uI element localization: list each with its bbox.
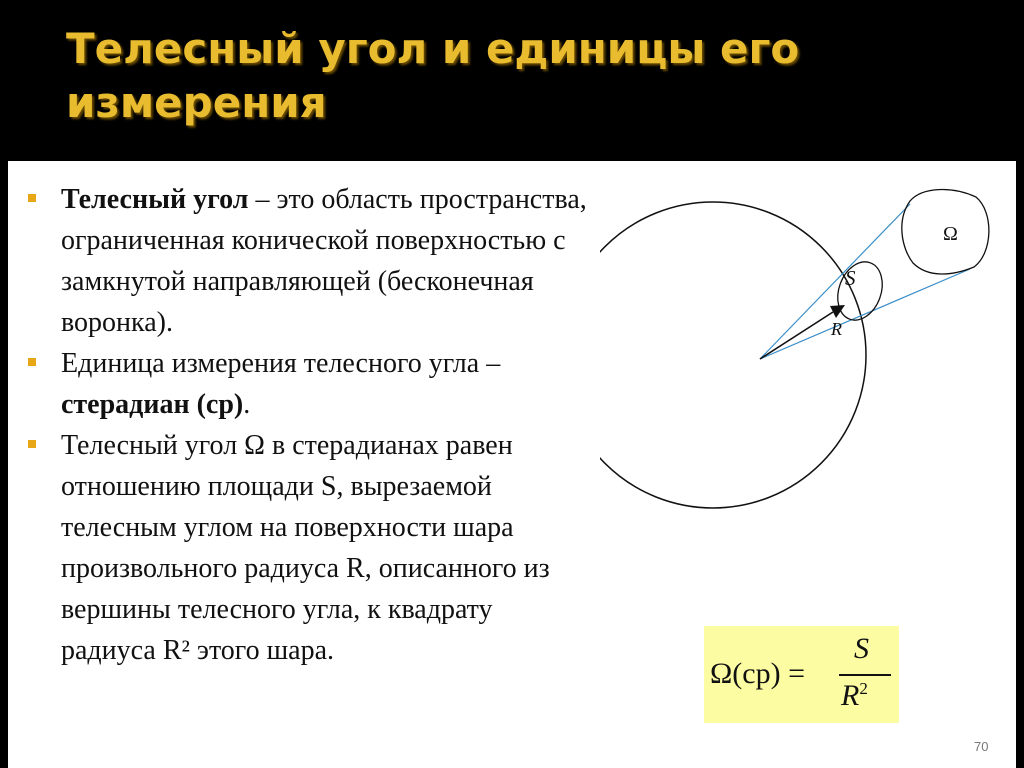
bullet-item-unit	[28, 343, 588, 425]
formula-denominator	[841, 679, 868, 713]
bullet-term: стерадиан (ср)	[61, 389, 244, 420]
bullet-list	[28, 179, 588, 671]
bullet-item-definition	[28, 179, 588, 343]
radius-arrow-line	[760, 312, 833, 359]
bullet-text: Телесный угол Ω в стерадианах равен отношению площади S, вырезаемой телесным углом на поверхности шара произвольного радиуса R, описанного из вершины телесного угла, к квадрату радиуса R² этого шара.	[61, 430, 550, 666]
formula-numerator: S	[854, 632, 869, 665]
sphere-circle	[600, 202, 866, 508]
bullet-term: Телесный угол	[61, 184, 249, 215]
bullet-square-icon	[28, 194, 36, 202]
s-label: S	[845, 266, 856, 290]
bullet-square-icon	[28, 358, 36, 366]
radius-arrowhead-icon	[830, 305, 845, 318]
denominator-exponent: 2	[859, 679, 868, 698]
bullet-text: Единица измерения телесного угла –	[61, 348, 501, 379]
title-bar	[0, 0, 1024, 160]
bullet-text: – это область пространства, ограниченная конической поверхностью с замкнутой направляющей (бесконечная воронка).	[61, 184, 587, 338]
slide-number: 70	[974, 739, 989, 754]
slide-title: Телесный угол и единицы его измерения	[66, 24, 800, 127]
formula-lhs: Ω(ср) =	[710, 657, 806, 690]
formula-box	[704, 626, 899, 723]
solid-angle-diagram	[600, 179, 1000, 529]
r-label: R	[831, 319, 842, 339]
bullet-square-icon	[28, 440, 36, 448]
slide-content	[8, 161, 1016, 768]
fraction-bar	[839, 674, 891, 676]
omega-label: Ω	[943, 223, 958, 245]
bullet-item-formula-description	[28, 425, 588, 671]
denominator-base: R	[841, 679, 860, 712]
bullet-text: .	[243, 389, 251, 420]
